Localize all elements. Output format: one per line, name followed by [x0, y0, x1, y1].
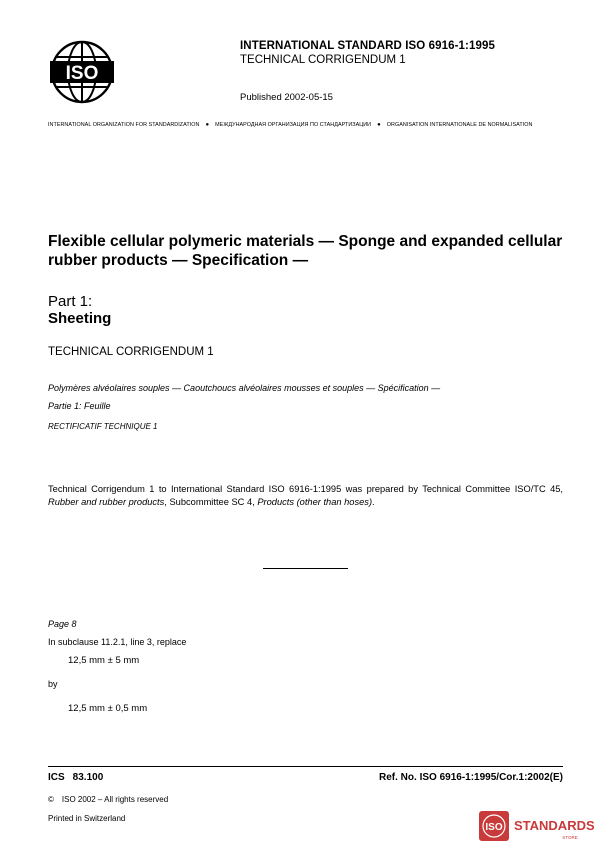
corrigendum-heading: TECHNICAL CORRIGENDUM 1: [48, 346, 214, 358]
part-label: Part 1:: [48, 293, 93, 310]
store-logo-graphic: [478, 808, 594, 844]
copyright-icon: ©: [48, 795, 54, 804]
intro-text-1: Technical Corrigendum 1 to International Standard ISO 6916-1:1995 was prepared by Technical Committee ISO/TC 45,: [48, 484, 563, 494]
intro-text-2: , Subcommittee SC 4,: [164, 497, 258, 507]
ics-code: [48, 772, 103, 783]
org-name-en: INTERNATIONAL ORGANIZATION FOR STANDARDIZATION: [48, 122, 200, 128]
reference-number: Ref. No. ISO 6916-1:1995/Cor.1:2002(E): [379, 772, 563, 783]
ics-number: 83.100: [72, 772, 104, 783]
new-value: 12,5 mm ± 0,5 mm: [68, 703, 148, 714]
org-name-fr: ORGANISATION INTERNATIONALE DE NORMALISATION: [386, 122, 533, 128]
intro-paragraph: [48, 483, 563, 509]
copyright: [48, 795, 168, 804]
published-date: Published 2002-05-15: [240, 92, 333, 103]
separator-dot-icon: ●: [377, 122, 381, 128]
french-title: Polymères alvéolaires souples — Caoutchoucs alvéolaires mousses et souples — Spécification —: [48, 383, 441, 393]
store-logo-standards-text: STANDARDS: [514, 818, 594, 833]
french-rectificatif: RECTIFICATIF TECHNIQUE 1: [48, 422, 158, 431]
separator-dot-icon: ●: [205, 122, 210, 128]
iso-globe-logo: [50, 40, 114, 104]
copyright-text: ISO 2002 – All rights reserved: [61, 795, 169, 804]
correction-instruction: In subclause 11.2.1, line 3, replace: [48, 637, 187, 647]
old-value: 12,5 mm ± 5 mm: [68, 655, 140, 666]
printed-location: Printed in Switzerland: [48, 814, 126, 823]
section-divider: [263, 568, 348, 569]
standard-title: INTERNATIONAL STANDARD ISO 6916-1:1995: [240, 40, 495, 52]
iso-logo: [50, 40, 114, 104]
part-name: Sheeting: [48, 310, 112, 327]
iso-standards-store-logo: [478, 808, 594, 844]
page-reference: Page 8: [48, 619, 77, 629]
org-name-ru: МЕЖДУНАРОДНАЯ ОРГАНИЗАЦИЯ ПО СТАНДАРТИЗАЦИИ: [215, 122, 372, 128]
french-part: Partie 1: Feuille: [48, 401, 111, 411]
footer-rule: [48, 766, 563, 767]
committee-name: Rubber and rubber products: [48, 497, 165, 507]
document-title: Flexible cellular polymeric materials — Sponge and expanded cellular rubber products — Specification —: [48, 233, 563, 269]
organization-names: [48, 122, 532, 128]
ics-label: ICS: [48, 772, 65, 783]
iso-logo-text: ISO: [65, 63, 99, 84]
intro-text-3: .: [372, 497, 375, 507]
subcommittee-name: Products (other than hoses): [257, 497, 373, 507]
store-logo-store-text: STORE: [562, 835, 578, 840]
by-label: by: [48, 679, 58, 689]
corrigendum-label: TECHNICAL CORRIGENDUM 1: [240, 54, 406, 66]
store-logo-iso-text: ISO: [485, 822, 503, 833]
